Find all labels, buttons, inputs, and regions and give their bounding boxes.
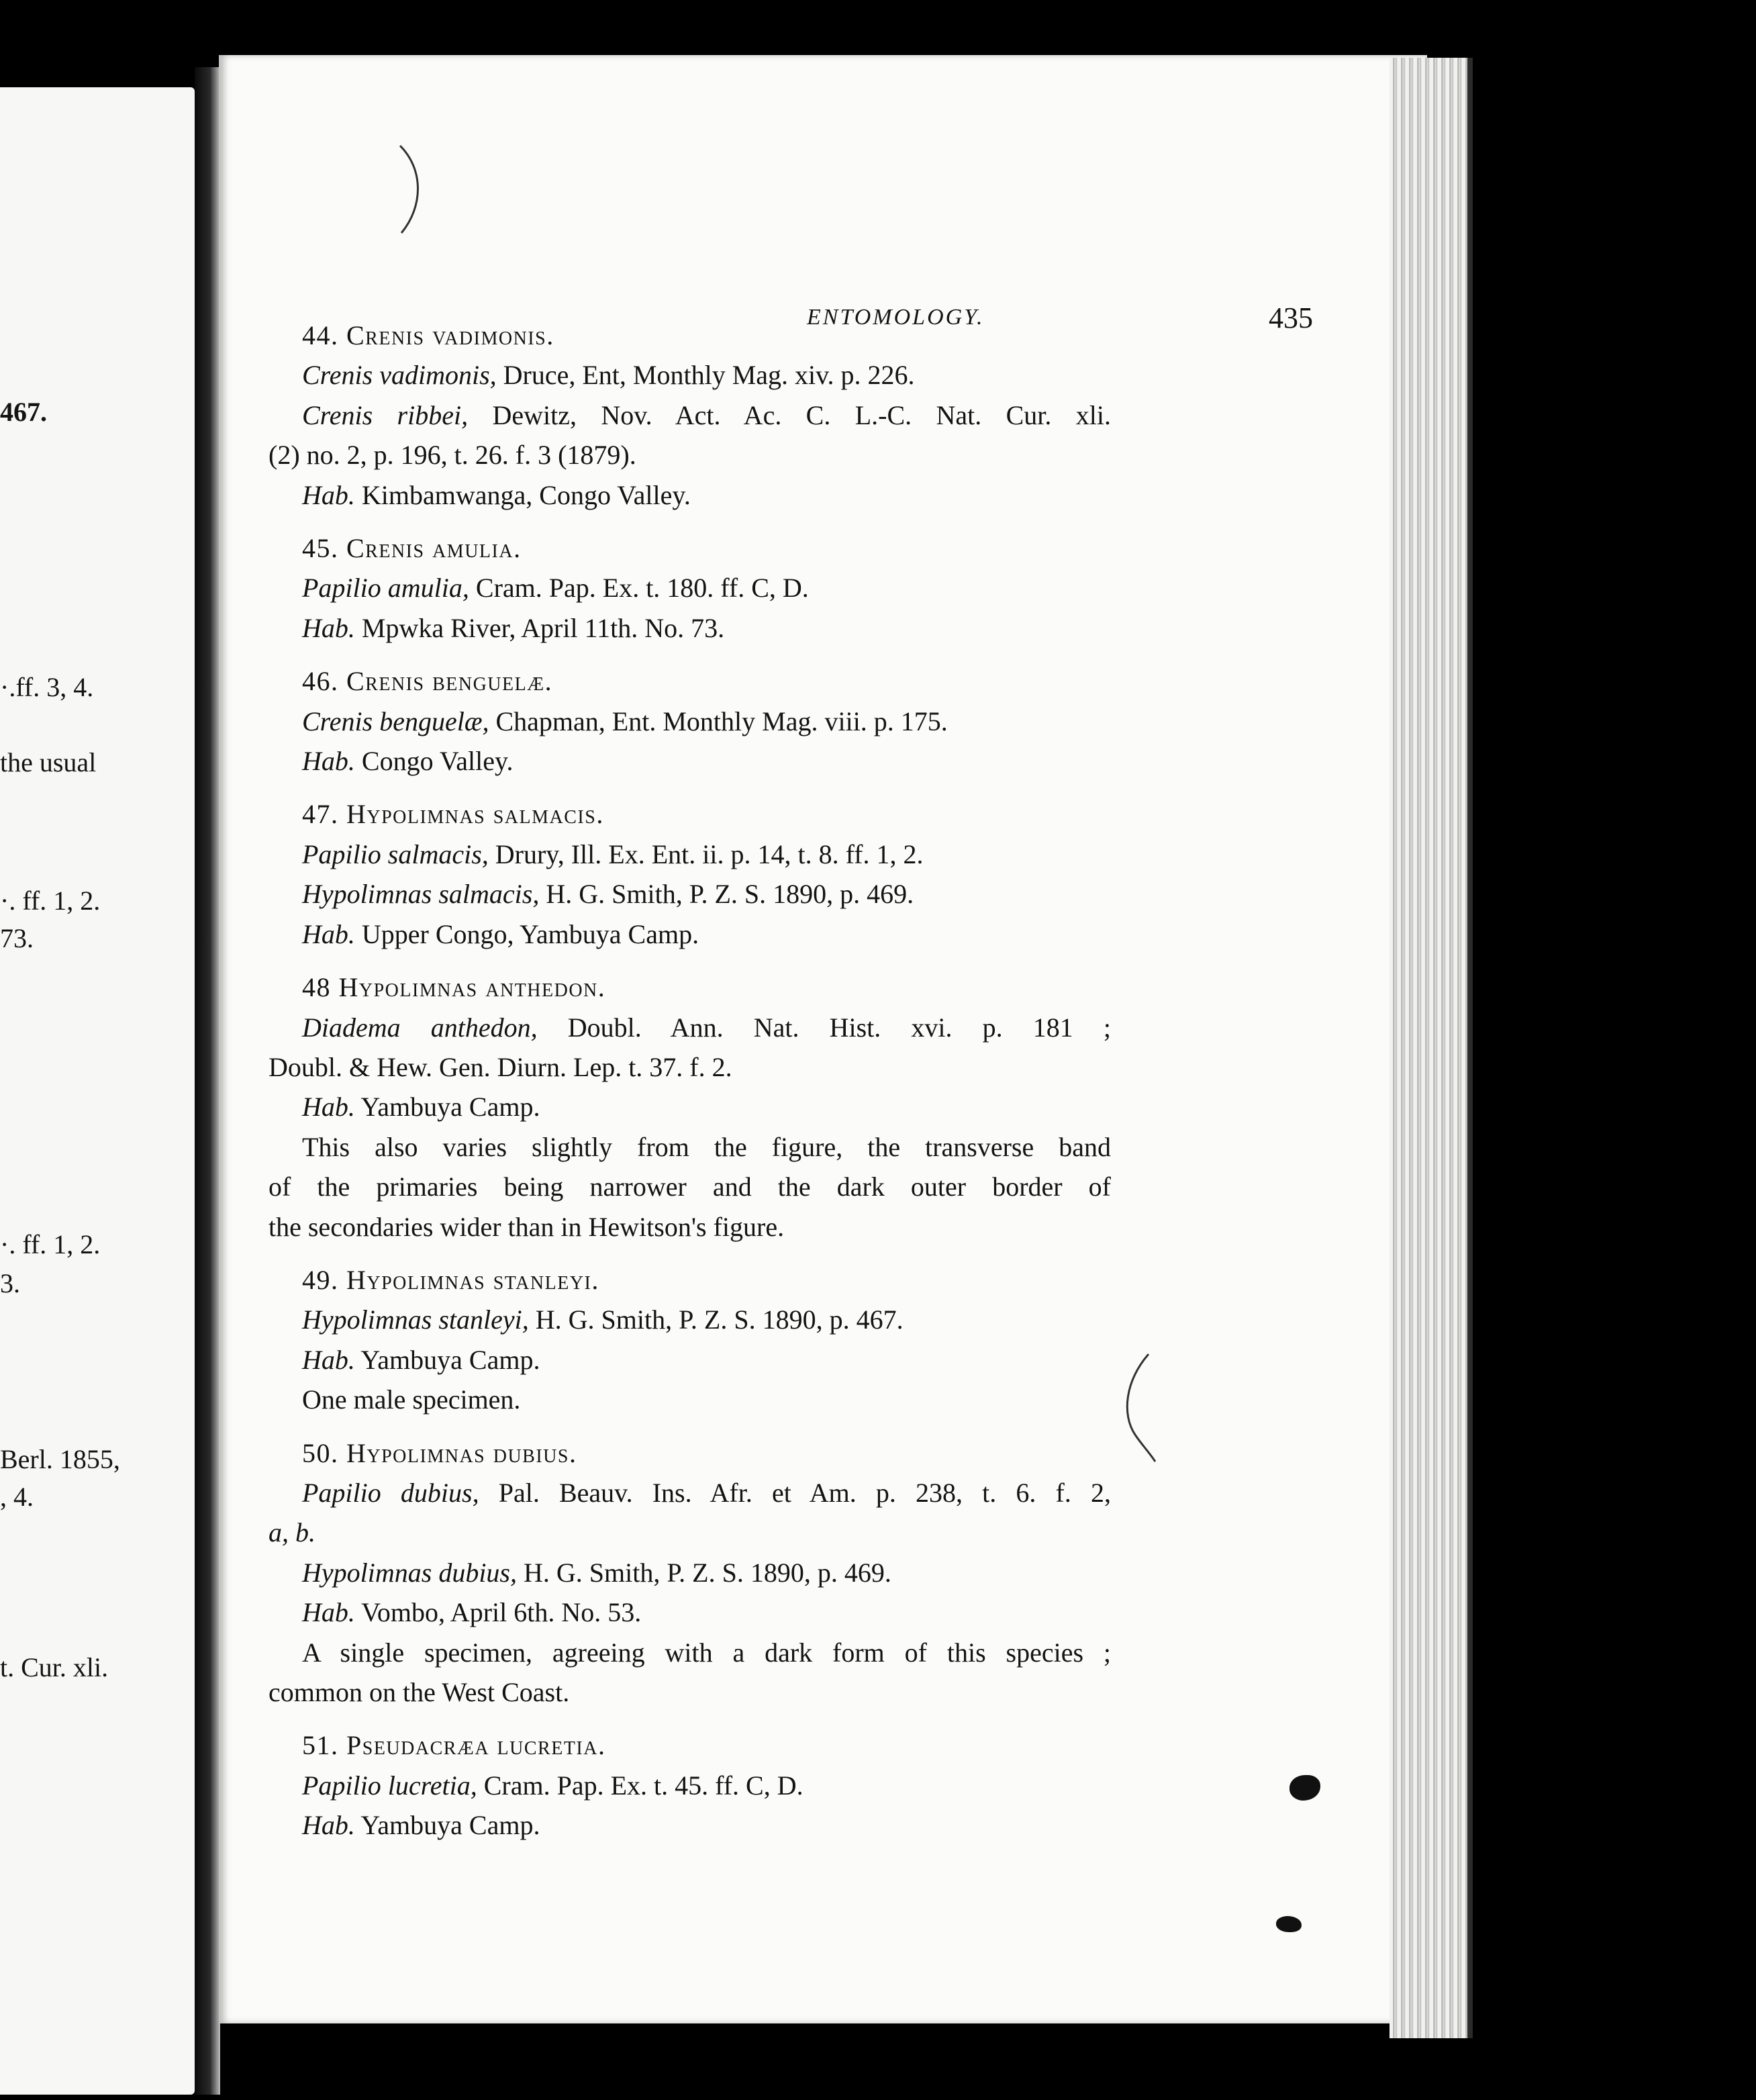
taxon-name: Papilio salmacis, [302, 839, 489, 869]
text-line [269, 1127, 1111, 1167]
citation-text: of the primaries being narrower and the dark outer border of [269, 1172, 1111, 1202]
taxon-name: Hab. [302, 1597, 355, 1628]
left-page-fragment: 73. [0, 923, 34, 953]
citation-text: H. G. Smith, P. Z. S. 1890, p. 469. [517, 1557, 891, 1588]
citation-text: Mpwka River, April 11th. No. 73. [354, 612, 725, 643]
text-line [269, 395, 1111, 435]
citation-text: A single specimen, agreeing with a dark form of this species ; [302, 1637, 1111, 1668]
ink-blot [1276, 1916, 1302, 1932]
book-gutter [195, 67, 220, 2095]
taxon-name: Hab. [302, 479, 355, 510]
citation-text: Dewitz, Nov. Act. Ac. C. L.-C. Nat. Cur. xli. [468, 399, 1111, 430]
text-line [269, 1340, 1111, 1380]
taxon-name: Hab. [302, 1092, 355, 1123]
text-line [269, 1473, 1111, 1513]
citation-text: (2) no. 2, p. 196, t. 26. f. 3 (1879). [269, 440, 636, 471]
citation-text: H. G. Smith, P. Z. S. 1890, p. 467. [528, 1304, 904, 1335]
citation-text: This also varies slightly from the figure, the transverse band [302, 1131, 1111, 1162]
citation-text: Pal. Beauv. Ins. Afr. et Am. p. 238, t. 6. f. 2, [479, 1477, 1112, 1508]
left-page-fragment: 467. [0, 397, 47, 427]
text-line [269, 355, 1111, 395]
citation-text: Cram. Pap. Ex. t. 45. ff. C, D. [477, 1770, 803, 1801]
taxon-name: Hab. [302, 918, 355, 949]
left-page-fragment: ·.ff. 3, 4. [0, 672, 94, 702]
text-line [269, 435, 1111, 475]
text-line [269, 741, 1111, 781]
left-page-fragment: the usual [0, 747, 97, 777]
taxon-name: Hypolimnas dubius, [302, 1557, 517, 1588]
citation-text: Upper Congo, Yambuya Camp. [354, 918, 699, 949]
text-line [269, 834, 1111, 874]
left-page-fragment: t. Cur. xli. [0, 1652, 109, 1682]
text-line [269, 1008, 1111, 1047]
text-line [269, 1633, 1111, 1672]
taxon-name: Papilio amulia, [302, 573, 469, 604]
taxon-name: a, b. [269, 1517, 315, 1548]
taxon-name: Papilio dubius, [302, 1477, 479, 1508]
taxon-name: Hypolimnas stanleyi, [302, 1304, 529, 1335]
running-head: ENTOMOLOGY. [807, 305, 985, 330]
text-line [269, 568, 1111, 608]
page-number: 435 [1269, 301, 1313, 334]
text-line [269, 1592, 1111, 1632]
text-line [269, 1805, 1111, 1845]
citation-text: Druce, Ent, Monthly Mag. xiv. p. 226. [496, 360, 915, 391]
page-edges [1389, 58, 1470, 2038]
left-page-fragment: Berl. 1855, [0, 1444, 120, 1474]
text-line [269, 702, 1111, 741]
citation-text: Doubl. & Hew. Gen. Diurn. Lep. t. 37. f. 2. [269, 1051, 732, 1082]
citation-text: Yambuya Camp. [354, 1344, 540, 1375]
citation-text: Doubl. Ann. Nat. Hist. xvi. p. 181 ; [537, 1012, 1111, 1043]
entry-heading: 51. Pseudacræa lucretia. [302, 1730, 606, 1761]
left-page-fragment: ·. ff. 1, 2. [0, 886, 101, 916]
citation-text: Vombo, April 6th. No. 53. [354, 1597, 642, 1628]
taxon-name: Papilio lucretia, [302, 1770, 477, 1801]
entry-heading: 48 Hypolimnas anthedon. [302, 972, 606, 1003]
citation-text: H. G. Smith, P. Z. S. 1890, p. 469. [539, 879, 914, 910]
text-line [269, 475, 1111, 515]
page-text [269, 316, 1111, 1846]
taxon-name: Hab. [302, 746, 355, 777]
taxon-name: Crenis vadimonis, [302, 360, 497, 391]
citation-text: Yambuya Camp. [354, 1092, 540, 1123]
entry-heading: 47. Hypolimnas salmacis. [302, 799, 604, 830]
text-line [269, 914, 1111, 954]
text-line [269, 1207, 1111, 1247]
taxon-name: Crenis benguelæ, [302, 706, 489, 736]
taxon-name: Diadema anthedon, [302, 1012, 538, 1043]
citation-text: Kimbamwanga, Congo Valley. [354, 479, 691, 510]
citation-text: Drury, Ill. Ex. Ent. ii. p. 14, t. 8. ff. 1, 2. [488, 839, 924, 869]
taxon-name: Hab. [302, 1810, 355, 1841]
citation-text: common on the West Coast. [269, 1677, 570, 1707]
taxon-name: Crenis ribbei, [302, 399, 469, 430]
text-line [269, 1513, 1111, 1552]
text-line [269, 1553, 1111, 1592]
citation-text: One male specimen. [302, 1384, 521, 1415]
taxon-name: Hab. [302, 1344, 355, 1375]
text-line [269, 874, 1111, 914]
entry-heading: 46. Crenis benguelæ. [302, 666, 553, 697]
taxon-name: Hab. [302, 612, 355, 643]
text-line [269, 1167, 1111, 1206]
entry-heading: 49. Hypolimnas stanleyi. [302, 1264, 599, 1295]
entry-heading: 50. Hypolimnas dubius. [302, 1437, 577, 1468]
left-facing-page [0, 87, 195, 2095]
left-page-fragment: 3. [0, 1268, 20, 1298]
text-line [269, 608, 1111, 648]
citation-text: the secondaries wider than in Hewitson's figure. [269, 1211, 785, 1242]
text-line [269, 1672, 1111, 1712]
pencil-margin-mark [1118, 1351, 1159, 1465]
entry-heading: 44. Crenis vadimonis. [302, 320, 554, 350]
citation-text: Yambuya Camp. [354, 1810, 540, 1841]
text-line [269, 1300, 1111, 1339]
text-line [269, 1380, 1111, 1419]
text-line [269, 1766, 1111, 1805]
ink-blot [1289, 1775, 1320, 1801]
text-line [269, 1047, 1111, 1087]
left-page-fragment: ·. ff. 1, 2. [0, 1229, 101, 1259]
citation-text: Cram. Pap. Ex. t. 180. ff. C, D. [469, 573, 809, 604]
page-edges-shadow [1467, 58, 1473, 2038]
left-page-fragment: , 4. [0, 1482, 34, 1512]
taxon-name: Hypolimnas salmacis, [302, 879, 540, 910]
citation-text: Congo Valley. [354, 746, 514, 777]
citation-text: Chapman, Ent. Monthly Mag. viii. p. 175. [489, 706, 948, 736]
entry-heading: 45. Crenis amulia. [302, 533, 522, 564]
text-line [269, 1087, 1111, 1127]
pencil-bracket-mark [393, 142, 434, 236]
